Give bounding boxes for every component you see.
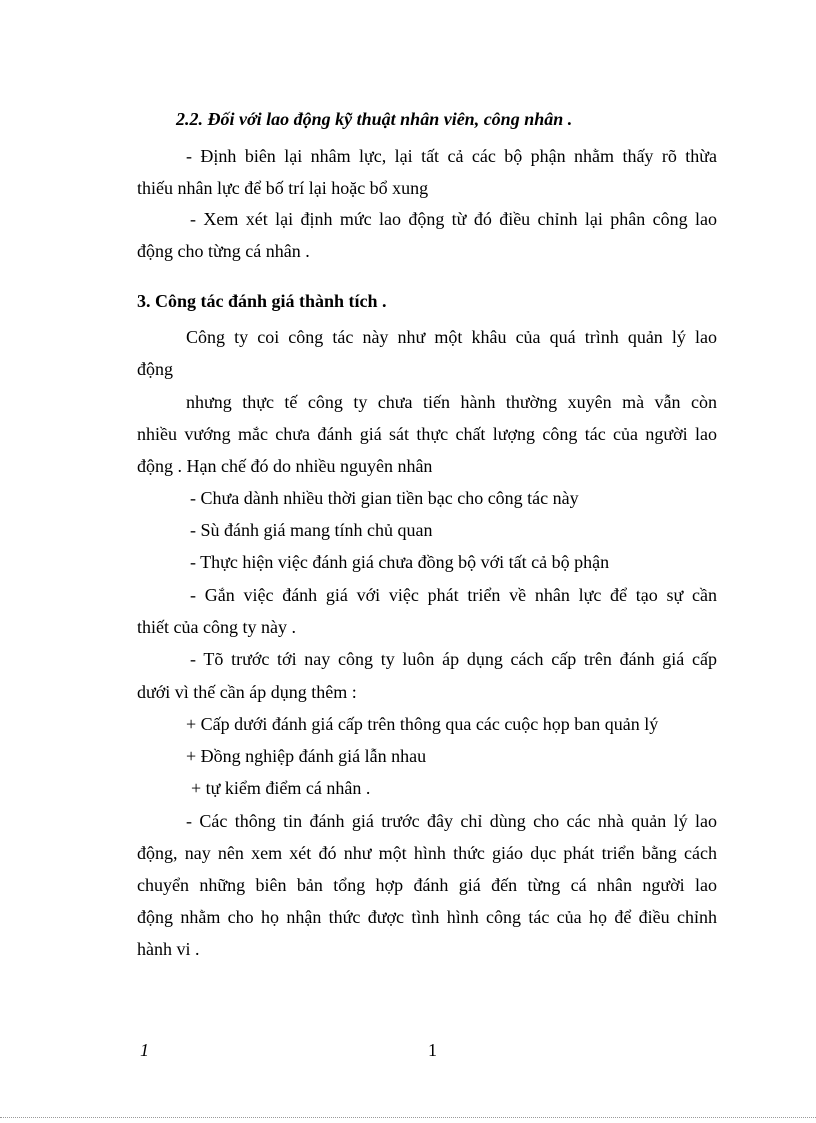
paragraph-line: Công ty coi công tác này như một khâu của quá trình quản lý lao (186, 327, 717, 347)
bullet-line: - Gắn việc đánh giá với việc phát triển về nhân lực để tạo sự cần (190, 585, 717, 605)
paragraph-line: nhưng thực tế công ty chưa tiến hành thường xuyên mà vẫn còn (186, 392, 717, 412)
paragraph-line: dưới vì thế cần áp dụng thêm : (137, 682, 357, 702)
paragraph-line: động . Hạn chế đó do nhiều nguyên nhân (137, 456, 433, 476)
paragraph-line: hành vi . (137, 939, 200, 959)
bullet-line: - Chưa dành nhiều thời gian tiền bạc cho công tác này (190, 488, 579, 508)
section-heading-3: 3. Công tác đánh giá thành tích . (137, 291, 387, 311)
paragraph-line: động, nay nên xem xét đó như một hình thức giáo dục phát triển bằng cách (137, 843, 717, 863)
bullet-line: - Tõ trước tới nay công ty luôn áp dụng cách cấp trên đánh giá cấp (190, 649, 717, 669)
plus-item: + tự kiểm điểm cá nhân . (191, 778, 371, 798)
paragraph-line: nhiều vướng mắc chưa đánh giá sát thực chất lượng công tác của người lao (137, 424, 717, 444)
section-heading-2-2: 2.2. Đối với lao động kỹ thuật nhân viên, công nhân . (176, 109, 573, 129)
paragraph-line: động nhằm cho họ nhận thức được tình hình công tác của họ để điều chỉnh (137, 907, 717, 927)
paragraph-line: thiết của công ty này . (137, 617, 296, 637)
page-number: 1 (428, 1040, 437, 1060)
plus-item: + Đồng nghiệp đánh giá lẫn nhau (186, 746, 427, 766)
paragraph-line: động (137, 359, 173, 379)
bullet-line: - Các thông tin đánh giá trước đây chỉ dùng cho các nhà quản lý lao (186, 811, 717, 831)
paragraph-line: chuyển những biên bản tổng hợp đánh giá đến từng cá nhân người lao (137, 875, 717, 895)
paragraph-line: động cho từng cá nhân . (137, 241, 310, 261)
paragraph-line: - Định biên lại nhâm lực, lại tất cả các bộ phận nhằm thấy rõ thừa (186, 146, 717, 166)
paragraph-line: thiếu nhân lực để bố trí lại hoặc bổ xung (137, 178, 429, 198)
footer-left-mark: 1 (140, 1040, 149, 1060)
page-bottom-divider (0, 1117, 816, 1118)
bullet-line: - Thực hiện việc đánh giá chưa đồng bộ với tất cả bộ phận (190, 552, 610, 572)
paragraph-line: - Xem xét lại định mức lao động từ đó điều chỉnh lại phân công lao (190, 209, 717, 229)
plus-item: + Cấp dưới đánh giá cấp trên thông qua các cuộc họp ban quản lý (186, 714, 659, 734)
bullet-line: - Sù đánh giá mang tính chủ quan (190, 520, 433, 540)
